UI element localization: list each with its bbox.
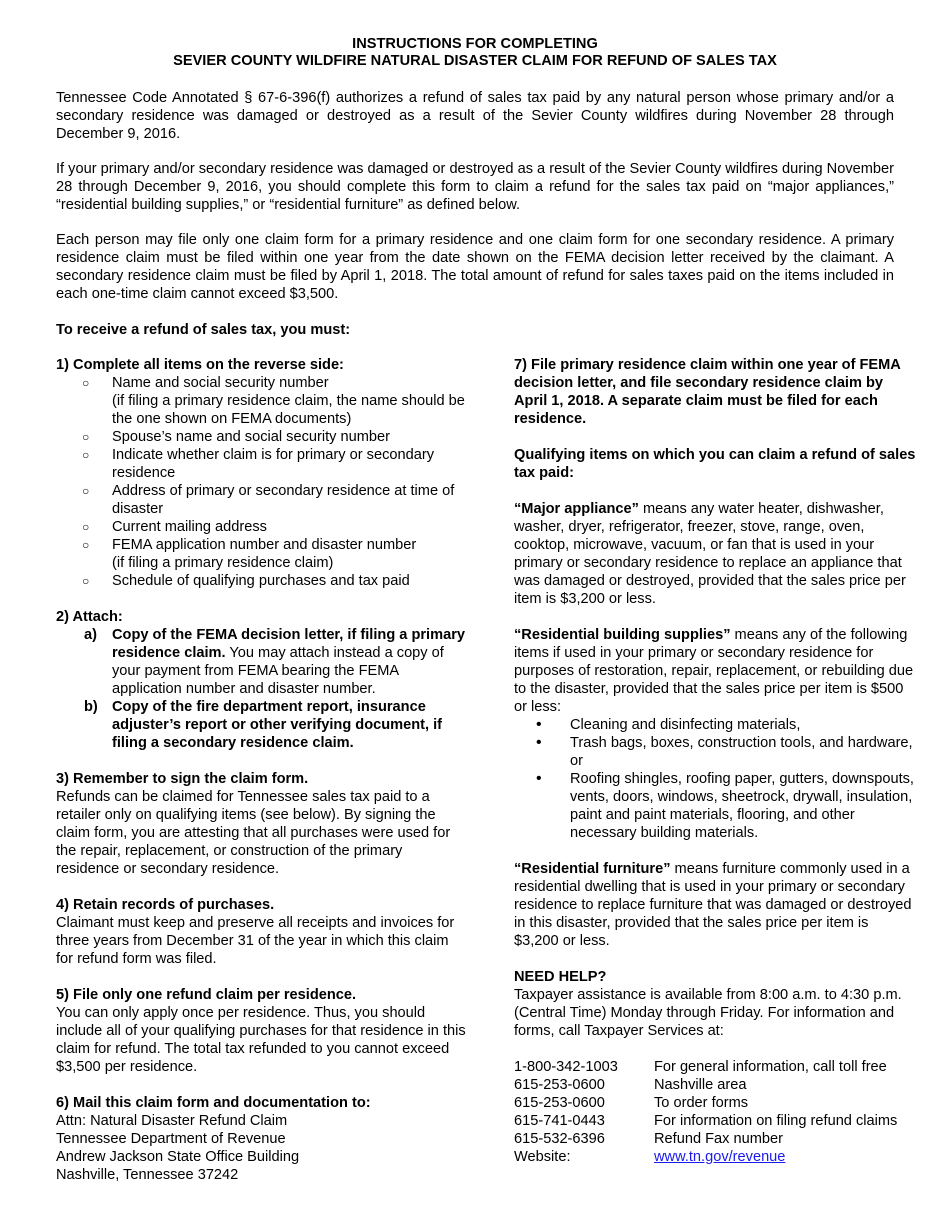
section-2-heading: 2) Attach: <box>56 609 123 625</box>
list-item <box>84 626 466 698</box>
section-5 <box>56 986 466 1076</box>
list-item: ○ FEMA application number and disaster number (if filing a primary residence claim) <box>82 536 466 572</box>
need-help-heading: NEED HELP? <box>514 969 607 985</box>
phone-number: 615-741-0443 <box>514 1113 605 1129</box>
section-5-heading: 5) File only one refund claim per residence. <box>56 987 357 1003</box>
definition-text: means any of the following items if used in your primary or secondary residence for purposes of restoration, repair, replacement, or rebuilding due to the disaster, provided that the sales price per item is $500 or less: <box>514 627 914 715</box>
list-item <box>84 698 466 752</box>
section-1-heading: 1) Complete all items on the reverse side: <box>56 357 344 373</box>
residential-furniture-definition <box>514 860 916 950</box>
contact-description: To order forms <box>654 1095 749 1111</box>
section-1 <box>56 356 466 590</box>
item-text: You may attach instead a copy of your payment from FEMA bearing the FEMA application number and disaster number. <box>112 645 444 697</box>
intro-paragraph-3: Each person may file only one claim form for a primary residence and one claim form for one secondary residence. A primary residence claim must be filed within one year from the date shown on the FEMA decision letter received by the claimant. A secondary residence claim must be filed by April 1, 2018. The total amount of refund for sales taxes paid on the items included in each one-time claim cannot exceed $3,500. <box>56 232 894 302</box>
need-help-section <box>514 968 916 1040</box>
title-line-2: SEVIER COUNTY WILDFIRE NATURAL DISASTER CLAIM FOR REFUND OF SALES TAX <box>173 53 777 69</box>
item-bold-text: Copy of the FEMA decision letter, if filing a primary residence claim. <box>112 627 465 661</box>
phone-number: 1-800-342-1003 <box>514 1059 618 1075</box>
document-title <box>0 36 950 70</box>
item-label: b) <box>84 699 98 715</box>
building-supplies-definition <box>514 626 916 842</box>
title-line-1: INSTRUCTIONS FOR COMPLETING <box>352 36 598 52</box>
contact-description: For general information, call toll free <box>654 1059 887 1075</box>
section-3-heading: 3) Remember to sign the claim form. <box>56 771 309 787</box>
right-column <box>514 356 916 1166</box>
list-item: ○ Schedule of qualifying purchases and tax paid <box>82 572 466 590</box>
phone-number: 615-253-0600 <box>514 1095 605 1111</box>
need-help-text: Taxpayer assistance is available from 8:00 a.m. to 4:30 p.m. (Central Time) Monday through Friday. For information and forms, call Taxpayer Services at: <box>514 987 902 1039</box>
intro-paragraph-2: If your primary and/or secondary residence was damaged or destroyed as a result of the Sevier County wildfires during November 28 through December 9, 2016, you should complete this form to claim a refund for the sales tax paid on “major appliances,” “residential building supplies,” or “residential furniture” as defined below. <box>56 161 894 213</box>
section-4-text: Claimant must keep and preserve all receipts and invoices for three years from December 31 of the year in which this claim for refund form was filed. <box>56 915 455 967</box>
website-link[interactable]: www.tn.gov/revenue <box>654 1149 786 1165</box>
definition-text: means furniture commonly used in a residential dwelling that is used in your primary or secondary residence to replace furniture that was damaged or destroyed in this disaster, provided that the sales price per item is $3,200 or less. <box>514 861 912 949</box>
contact-description: Nashville area <box>654 1077 747 1093</box>
section-3 <box>56 770 466 878</box>
contact-row <box>514 1094 916 1112</box>
list-item: ○ Spouse’s name and social security number <box>82 428 466 446</box>
attach-list <box>84 626 466 752</box>
section-4 <box>56 896 466 968</box>
address-line: Nashville, Tennessee 37242 <box>56 1167 239 1183</box>
contact-row <box>514 1130 916 1148</box>
contact-description: For information on filing refund claims <box>654 1113 898 1129</box>
definition-term: “Major appliance” <box>514 501 639 517</box>
list-item: ○ Current mailing address <box>82 518 466 536</box>
website-row <box>514 1148 916 1166</box>
contact-row <box>514 1058 916 1076</box>
left-column <box>56 356 466 1202</box>
list-item: • Roofing shingles, roofing paper, gutters, downspouts, vents, doors, windows, sheetrock, drywall, insulation, paint and paint materials, flooring, and other necessary building materials. <box>536 770 916 842</box>
phone-number: 615-532-6396 <box>514 1131 605 1147</box>
section-4-heading: 4) Retain records of purchases. <box>56 897 275 913</box>
requirements-heading: To receive a refund of sales tax, you must: <box>56 322 351 338</box>
qualifying-items-heading: Qualifying items on which you can claim a refund of sales tax paid: <box>514 447 916 481</box>
list-item: ○ Name and social security number (if filing a primary residence claim, the name should be the one shown on FEMA documents) <box>82 374 466 428</box>
building-supplies-list <box>536 716 916 842</box>
item-label: a) <box>84 627 97 643</box>
definition-term: “Residential furniture” <box>514 861 671 877</box>
list-item: • Cleaning and disinfecting materials, <box>536 716 916 734</box>
address-line: Tennessee Department of Revenue <box>56 1131 286 1147</box>
section-2 <box>56 608 466 752</box>
address-line: Andrew Jackson State Office Building <box>56 1149 300 1165</box>
website-label: Website: <box>514 1149 571 1165</box>
contact-row <box>514 1112 916 1130</box>
list-item: ○ Address of primary or secondary residence at time of disaster <box>82 482 466 518</box>
section-7-heading: 7) File primary residence claim within one year of FEMA decision letter, and file secondary residence claim by April 1, 2018. A separate claim must be filed for each residence. <box>514 357 901 427</box>
definition-term: “Residential building supplies” <box>514 627 731 643</box>
list-item: • Trash bags, boxes, construction tools, and hardware, or <box>536 734 916 770</box>
intro-paragraph-1: Tennessee Code Annotated § 67-6-396(f) authorizes a refund of sales tax paid by any natural person whose primary and/or a secondary residence was damaged or destroyed as a result of the Sevier County wildfires during November 28 through December 9, 2016. <box>56 90 894 142</box>
reverse-side-items <box>82 374 466 590</box>
contact-row <box>514 1076 916 1094</box>
contact-description: Refund Fax number <box>654 1131 783 1147</box>
section-6 <box>56 1094 466 1184</box>
phone-number: 615-253-0600 <box>514 1077 605 1093</box>
contact-list <box>514 1058 916 1166</box>
section-6-heading: 6) Mail this claim form and documentation to: <box>56 1095 371 1111</box>
item-bold-text: Copy of the fire department report, insurance adjuster’s report or other verifying document, if filing a secondary residence claim. <box>112 699 443 751</box>
mailing-address <box>56 1112 466 1184</box>
section-5-text: You can only apply once per residence. Thus, you should include all of your qualifying purchases for that residence in this claim for refund. The total tax refunded to you cannot exceed $3,500 per residence. <box>56 1005 466 1075</box>
definition-text: means any water heater, dishwasher, washer, dryer, refrigerator, freezer, stove, range, oven, cooktop, microwave, vacuum, or fan that is used in your primary or secondary residence to replace an appliance that was damaged or destroyed, provided that the sales price per item is $3,200 or less. <box>514 501 906 607</box>
address-line: Attn: Natural Disaster Refund Claim <box>56 1113 288 1129</box>
major-appliance-definition <box>514 500 916 608</box>
list-item: ○ Indicate whether claim is for primary or secondary residence <box>82 446 466 482</box>
section-3-text: Refunds can be claimed for Tennessee sales tax paid to a retailer only on qualifying items (see below). By signing the claim form, you are attesting that all purchases were used for the repair, replacement, or construction of the primary residence or secondary residence. <box>56 789 451 877</box>
